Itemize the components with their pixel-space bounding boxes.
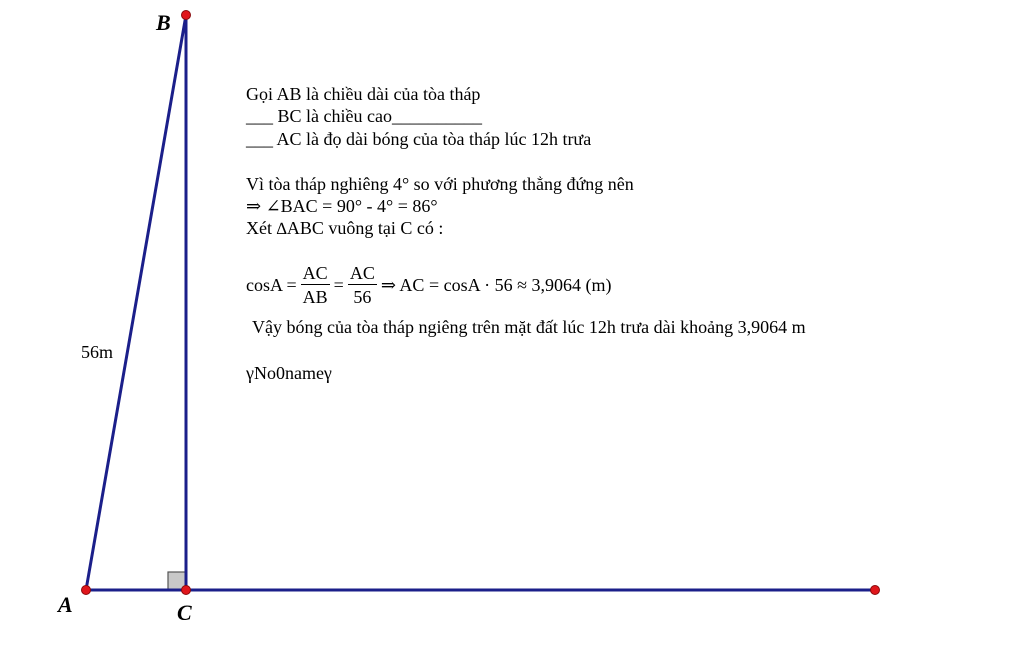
text-line-1: Gọi AB là chiều dài của tòa tháp	[246, 84, 481, 104]
text-line-6-rest: ABC vuông tại C có :	[286, 218, 444, 238]
eq-mid: =	[333, 275, 344, 295]
ground-end-point	[871, 586, 880, 595]
triangle-symbol: ∆	[276, 219, 287, 238]
segment-ab	[86, 15, 186, 590]
label-b: B	[156, 10, 171, 35]
eq-start: cosA =	[246, 275, 297, 295]
point-c	[182, 586, 191, 595]
text-line-6-prefix: Xét	[246, 218, 277, 238]
cos-equation	[246, 262, 611, 309]
text-line-2: ___ BC là chiều cao__________	[246, 106, 482, 126]
text-line-4: Vì tòa tháp nghiêng 4° so với phương thẳng đứng nên	[246, 174, 634, 194]
text-line-6	[246, 217, 443, 240]
fraction-1-numerator: AC	[302, 263, 328, 283]
label-c: C	[177, 600, 192, 625]
fraction-ac-56	[348, 262, 377, 309]
eq-end: ⇒ AC = cosA · 56 ≈ 3,9064 (m)	[380, 275, 612, 295]
fraction-1-denominator: AB	[302, 287, 328, 307]
point-a	[82, 586, 91, 595]
point-b	[182, 11, 191, 20]
text-line-3: ___ AC là đọ dài bóng của tòa tháp lúc 12h trưa	[246, 129, 592, 149]
signature-text: γNo0nameγ	[246, 363, 332, 383]
conclusion-text: Vậy bóng của tòa tháp ngiêng trên mặt đất lúc 12h trưa dài khoảng 3,9064 m	[252, 317, 806, 337]
fraction-2-denominator: 56	[353, 287, 372, 307]
fraction-2-numerator: AC	[349, 263, 375, 283]
text-line-5: ⇒ ∠BAC = 90° - 4° = 86°	[246, 196, 438, 216]
fraction-ac-ab	[301, 262, 330, 309]
side-ab-length: 56m	[81, 342, 114, 362]
label-a: A	[58, 592, 73, 617]
